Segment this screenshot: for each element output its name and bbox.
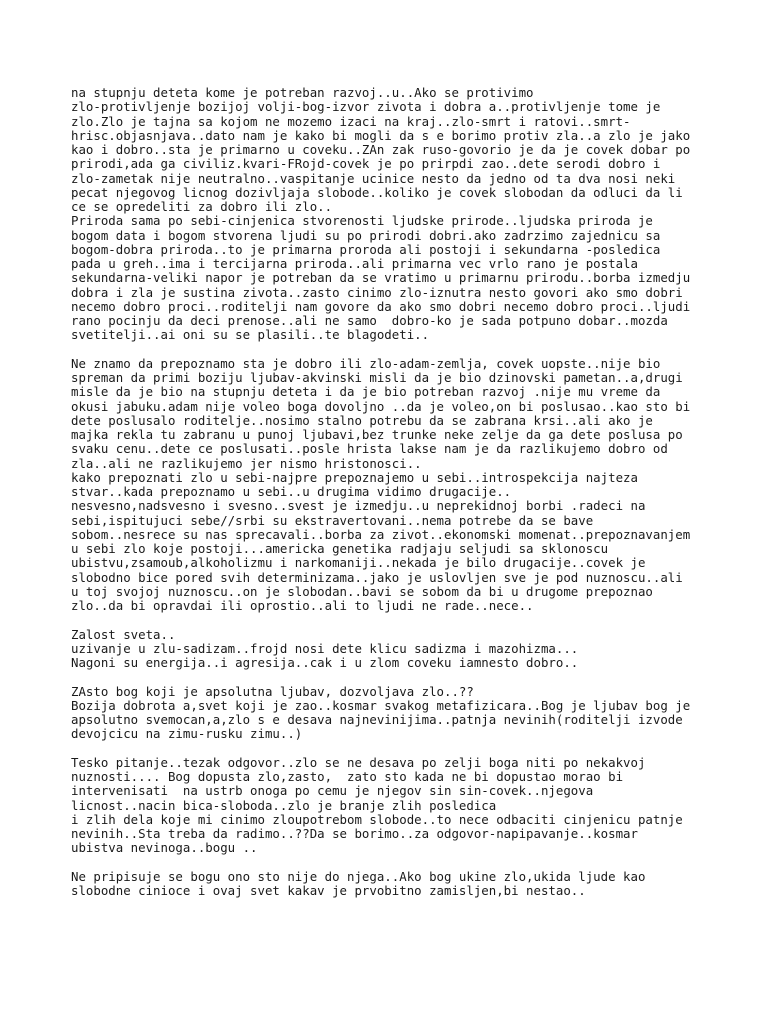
text-line: stvar..kada prepoznamo u sebi..u drugima vidimo drugacije.. — [71, 484, 512, 499]
paragraph — [71, 685, 761, 742]
text-line: necemo dobro proci..roditelji nam govore da ako smo dobri necemo dobro proci..ljudi — [71, 298, 691, 314]
text-line: nesvesno,nadsvesno i svesno..svest je izmedju..u neprekidnoj borbi .radeci na — [71, 498, 646, 514]
paragraph — [71, 628, 761, 671]
text-line: misle da je bio na stupnju deteta i da je bio potreban razvoj .nije mu vreme da — [71, 384, 661, 400]
text-line: Nagoni su energija..i agresija..cak i u zlom coveku iamnesto dobro.. — [71, 655, 579, 670]
text-line: Tesko pitanje..tezak odgovor..zlo se ne desava po zelji boga niti po nekakvoj — [71, 754, 646, 770]
paragraph — [71, 357, 761, 614]
text-line: devojcicu na zimu-rusku zimu..) — [71, 726, 303, 742]
text-line: i zlih dela koje mi cinimo zloupotrebom slobode..to nece odbaciti cinjenicu patnje — [71, 811, 683, 827]
text-line: Bozija dobrota a,svet koji je zao..kosmar svakog metafizicara..Bog je ljubav bog je — [71, 697, 691, 713]
text-line: intervenisati na ustrb onoga po cemu je njegov sin sin-covek..njegova — [71, 783, 594, 799]
text-line: svetitelji..ai oni su se plasili..te blagodeti.. — [71, 327, 430, 343]
text-line: svaku cenu..dete ce poslusati..posle hrista lakse nam je da razlikujemo dobro od — [71, 441, 668, 457]
text-line: pada u greh..ima i tercijarna priroda..ali primarna vec vrlo rano je postala — [71, 256, 638, 271]
text-line: spreman da primi boziju ljubav-akvinski misli da je bio dzinovski pametan..a,drugi — [71, 370, 683, 385]
text-line: na stupnju deteta kome je potreban razvoj..u..Ako se protivimo — [71, 85, 534, 100]
text-line: slobodne cinioce i ovaj svet kakav je prvobitno zamisljen,bi nestao.. — [71, 883, 586, 898]
text-line: nevinih..Sta treba da radimo..??Da se borimo..za odgovor-napipavanje..kosmar — [71, 826, 638, 841]
text-line: dete poslusalo roditelje..nosimo stalno potrebu da se zabrana krsi..ali ako je — [71, 412, 653, 428]
text-line: uzivanje u zlu-sadizam..frojd nosi dete klicu sadizma i mazohizma... — [71, 640, 579, 656]
text-line: Ne znamo da prepoznamo sta je dobro ili zlo-adam-zemlja, covek uopste..nije bio — [71, 355, 661, 371]
text-line: zlo.Zlo je tajna sa kojom ne mozemo izaci na kraj..zlo-smrt i ratovi..smrt- — [71, 113, 631, 129]
text-line: u toj svojoj nuznoscu..on je slobodan..bavi se sobom da bi u drugome prepoznao — [71, 583, 653, 599]
text-line: majka rekla tu zabranu u punoj ljubavi,bez trunke neke zelje da ga dete poslusa po — [71, 427, 683, 442]
text-line: apsolutno svemocan,a,zlo s e desava najnevinijima..patnja nevinih(roditelji izvode — [71, 712, 683, 727]
text-line: pecat njegovog licnog dozivljaja slobode..koliko je covek slobodan da odluci da li — [71, 184, 683, 200]
text-line: slobodno bice pored svih determinizama..jako je uslovljen sve je pod nuznoscu..ali — [71, 569, 683, 585]
text-line: okusi jabuku.adam nije voleo boga dovoljno ..da je voleo,on bi poslusao..kao sto bi — [71, 398, 691, 414]
text-line: dobra i zla je sustina zivota..zasto cinimo zlo-iznutra nesto govori ako smo dobri — [71, 284, 683, 300]
text-line: ZAsto bog koji je apsolutna ljubav, dozvoljava zlo..?? — [71, 683, 474, 699]
text-line: licnost..nacin bica-sloboda..zlo je branje zlih posledica — [71, 797, 497, 813]
text-line: sobom..nesrece su nas sprecavali..borba za zivot..ekonomski momenat..prepoznavanjem — [71, 526, 691, 542]
document-page — [71, 86, 761, 913]
paragraph — [71, 870, 761, 899]
text-line: sekundarna-veliki napor je potreban da se vratimo u primarnu prirodu..borba izmedju — [71, 270, 691, 286]
text-line: ce se opredeliti za dobro ili zlo.. — [71, 199, 333, 214]
text-line: bogom-dobra priroda..to je primarna proroda ali postoji i sekundarna -posledica — [71, 241, 661, 257]
text-line: zlo-zametak nije neutralno..vaspitanje ucinice nesto da jedno od ta dva nosi neki — [71, 170, 676, 186]
paragraph — [71, 86, 761, 343]
text-line: ubistvu,zsamoub,alkoholizmu i narkomaniji..nekada je bilo drugacije..covek je — [71, 555, 646, 571]
text-line: rano pocinju da deci prenose..ali ne samo dobro-ko je sada potpuno dobar..mozda — [71, 313, 668, 328]
text-line: u sebi zlo koje postoji...americka genetika radjaju seljudi sa sklonoscu — [71, 541, 609, 556]
text-line: zlo..da bi opravdai ili oprostio..ali to ljudi ne rade..nece.. — [71, 598, 534, 613]
text-line: zlo-protivljenje bozijoj volji-bog-izvor zivota i dobra a..protivljenje tome je — [71, 99, 661, 115]
text-line: hrisc.objasnjava..dato nam je kako bi mogli da s e borimo protiv zla..a zlo je jako — [71, 127, 691, 143]
text-line: nuznosti.... Bog dopusta zlo,zasto, zato sto kada ne bi dopustao morao bi — [71, 769, 624, 784]
text-line: kako prepoznati zlo u sebi-najpre prepoznajemo u sebi..introspekcija najteza — [71, 469, 638, 485]
text-line: sebi,ispitujuci sebe//srbi su ekstravertovani..nema potrebe da se bave — [71, 512, 594, 528]
text-line: Zalost sveta.. — [71, 626, 176, 642]
text-line: Ne pripisuje se bogu ono sto nije do njega..Ako bog ukine zlo,ukida ljude kao — [71, 868, 646, 884]
text-line: Priroda sama po sebi-cinjenica stvorenosti ljudske prirode..ljudska priroda je — [71, 213, 653, 229]
text-line: ubistva nevinoga..bogu .. — [71, 840, 258, 856]
paragraph — [71, 756, 761, 856]
text-line: zla..ali ne razlikujemo jer nismo hristonosci.. — [71, 455, 422, 471]
text-line: kao i dobro..sta je primarno u coveku..ZAn zak ruso-govorio je da je covek dobar po — [71, 142, 691, 157]
text-line: prirodi,ada ga civiliz.kvari-FRojd-covek je po prirpdi zao..dete serodi dobro i — [71, 156, 661, 172]
text-line: bogom data i bogom stvorena ljudi su po prirodi dobri.ako zadrzimo zajednicu sa — [71, 227, 661, 243]
